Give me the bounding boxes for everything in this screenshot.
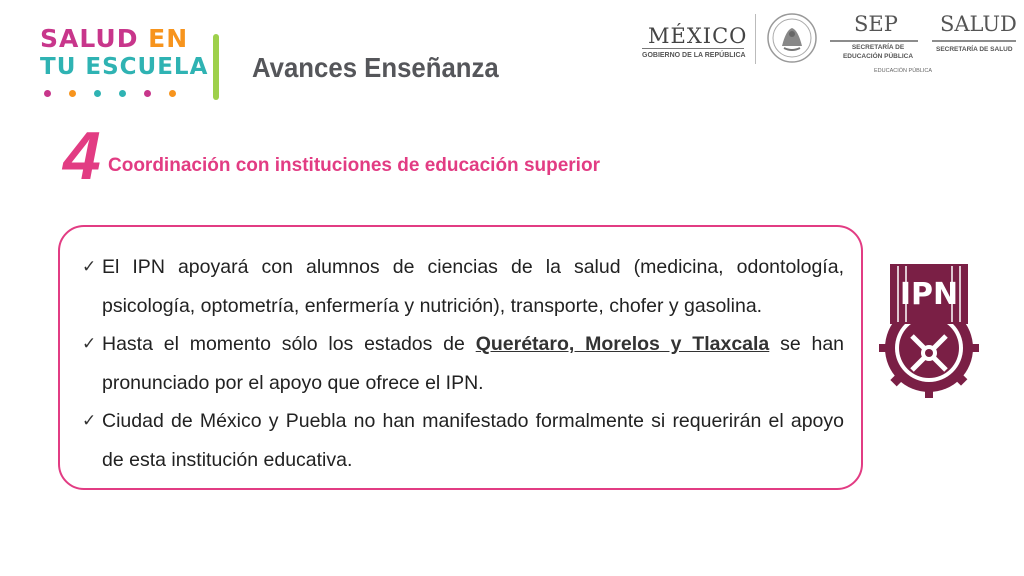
sep-logo xyxy=(830,10,933,80)
mexico-logo-text: MÉXICO xyxy=(648,24,748,48)
logo-dot xyxy=(94,90,101,97)
bullet-item xyxy=(82,402,844,479)
ipn-logo-text: IPN xyxy=(899,277,959,312)
check-icon: ✓ xyxy=(82,257,97,276)
logo-dot xyxy=(169,90,176,97)
sep-logo-subtitle: SECRETARÍA DE EDUCACIÓN PÚBLICA xyxy=(842,44,914,60)
logo-dots xyxy=(44,90,176,97)
logo-line-2 xyxy=(40,56,208,79)
salud-en-tu-escuela-logo xyxy=(40,22,210,102)
logo-dot xyxy=(69,90,76,97)
logo-word-escuela: ESCUELA xyxy=(85,54,209,80)
check-icon: ✓ xyxy=(82,334,97,353)
check-icon: ✓ xyxy=(82,411,97,430)
logo-dot xyxy=(44,90,51,97)
mexico-logo-rule xyxy=(642,48,744,49)
highlighted-states: Querétaro, Morelos y Tlaxcala xyxy=(475,333,770,355)
logo-word-salud: SALUD xyxy=(40,24,139,53)
logo-word-tu: TU xyxy=(40,54,77,80)
header-divider xyxy=(213,34,219,100)
bullet-item xyxy=(82,248,844,325)
bullet-text-before: Hasta el momento sólo los estados de xyxy=(102,333,476,355)
salud-logo-rule xyxy=(932,40,1016,42)
bullet-list xyxy=(82,248,844,479)
logo-word-en: EN xyxy=(148,24,189,53)
bullet-text: Ciudad de México y Puebla no han manifestado formalmente si requerirán el apoyo de esta institución educativa. xyxy=(102,410,844,471)
mexico-logo-subtitle: GOBIERNO DE LA REPÚBLICA xyxy=(642,52,746,59)
salud-logo-text: SALUD xyxy=(940,12,1017,36)
sep-logo-text: SEP xyxy=(854,12,898,36)
ipn-emblem-icon xyxy=(876,258,982,408)
salud-logo xyxy=(930,10,1020,80)
section-number: 4 xyxy=(63,118,101,194)
sep-logo-rule xyxy=(830,40,918,42)
logo-separator xyxy=(755,14,756,64)
mexico-logo xyxy=(640,10,750,80)
logo-line-1 xyxy=(40,26,188,51)
salud-logo-subtitle: SECRETARÍA DE SALUD xyxy=(936,46,1013,53)
logo-dot xyxy=(119,90,126,97)
logo-dot xyxy=(144,90,151,97)
bullet-item xyxy=(82,325,844,402)
page-title: Avances Enseñanza xyxy=(252,52,499,83)
section-title: Coordinación con instituciones de educación superior xyxy=(108,155,600,176)
sep-logo-under: EDUCACIÓN PÚBLICA xyxy=(874,68,933,74)
bullet-text-after: se han pronunciado por el apoyo que ofrece el IPN. xyxy=(102,333,845,394)
bullet-text: El IPN apoyará con alumnos de ciencias de la salud (medicina, odontología, psicología, optometría, enfermería y nutrición), transporte, chofer y gasolina. xyxy=(102,256,844,317)
coat-of-arms-icon xyxy=(766,12,818,64)
